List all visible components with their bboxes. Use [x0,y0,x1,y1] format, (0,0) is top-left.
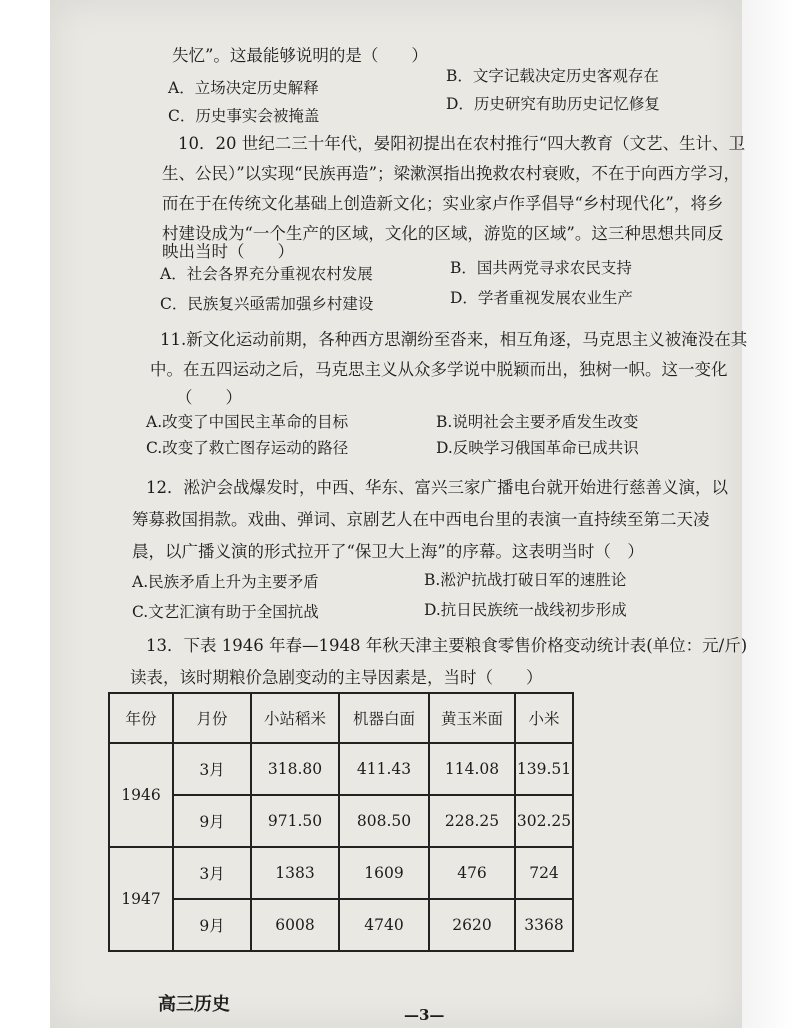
q11-option-c: C.改变了救亡图存运动的路径 [146,439,349,457]
header-millet: 小米 [515,693,573,743]
value-cell: 318.80 [251,743,339,795]
value-cell: 228.25 [429,795,515,847]
page-number: —3— [404,1006,445,1024]
question-13-line-1: 13．下表 1946 年春—1948 年秋天津主要粮食零售价格变动统计表(单位：元/斤) [146,636,748,655]
header-flour: 机器白面 [339,693,429,743]
q11-option-b: B.说明社会主要矛盾发生改变 [436,413,639,431]
value-cell: 1609 [339,847,429,899]
q12-option-d: D.抗日民族统一战线初步形成 [424,601,627,619]
value-cell: 808.50 [339,795,429,847]
value-cell: 2620 [429,899,515,951]
value-cell: 411.43 [339,743,429,795]
question-10-line-4: 村建设成为“一个生产的区域，文化的区域，游览的区域”。这三种思想共同反 [162,224,724,243]
value-cell: 476 [429,847,515,899]
q10-option-b: B．国共两党寻求农民支持 [450,259,632,277]
year-cell: 1947 [109,847,173,951]
question-11-line-2: 中。在五四运动之后，马克思主义从众多学说中脱颖而出，独树一帜。这一变化 [150,360,728,379]
question-10-line-3: 而在于在传统文化基础上创造新文化；实业家卢作孚倡导“乡村现代化”，将乡 [162,194,724,213]
table-header-row [109,693,573,743]
value-cell: 6008 [251,899,339,951]
question-11-line-3: （ ） [176,388,242,407]
q10-option-d: D．学者重视发展农业生产 [450,289,633,307]
month-cell: 9月 [173,899,251,951]
header-rice: 小站稻米 [251,693,339,743]
question-10-line-2: 生、公民）”以实现“民族再造”；梁漱溟指出挽救农村衰败，不在于向西方学习， [162,164,741,183]
question-13-line-2: 读表，该时期粮价急剧变动的主导因素是，当时（ ） [130,668,543,687]
q9-option-b: B．文字记载决定历史客观存在 [446,67,659,85]
grain-price-table [108,692,574,952]
page-margin [742,0,794,1028]
q10-option-a: A．社会各界充分重视农村发展 [160,265,373,283]
value-cell: 302.25 [515,795,573,847]
q9-option-a: A．立场决定历史解释 [168,79,319,97]
month-cell: 3月 [173,743,251,795]
value-cell: 3368 [515,899,573,951]
q9-option-c: C．历史事实会被掩盖 [168,107,320,125]
q11-option-d: D.反映学习俄国革命已成共识 [436,439,639,457]
question-12-line-3: 晨，以广播义演的形式拉开了“保卫大上海”的序幕。这表明当时（ ） [132,542,644,561]
value-cell: 1383 [251,847,339,899]
value-cell: 114.08 [429,743,515,795]
q11-option-a: A.改变了中国民主革命的目标 [146,413,349,431]
header-cornmeal: 黄玉米面 [429,693,515,743]
q12-option-a: A.民族矛盾上升为主要矛盾 [132,573,319,591]
table-row [109,899,573,951]
header-month: 月份 [173,693,251,743]
month-cell: 9月 [173,795,251,847]
q10-option-c: C．民族复兴亟需加强乡村建设 [160,295,374,313]
value-cell: 971.50 [251,795,339,847]
q12-option-b: B.淞沪抗战打破日军的速胜论 [424,571,627,589]
q9-option-d: D．历史研究有助历史记忆修复 [446,95,660,113]
value-cell: 724 [515,847,573,899]
year-cell: 1946 [109,743,173,847]
table-row [109,847,573,899]
header-year: 年份 [109,693,173,743]
question-9-tail: 失忆”。这最能够说明的是（ ） [172,46,428,65]
question-10-line-5: 映出当时（ ） [162,242,294,261]
q12-option-c: C.文艺汇演有助于全国抗战 [132,603,319,621]
table-row [109,795,573,847]
question-10-line-1: 10．20 世纪二三十年代，晏阳初提出在农村推行“四大教育（文艺、生计、卫 [178,134,746,153]
question-12-line-1: 12．淞沪会战爆发时，中西、华东、富兴三家广播电台就开始进行慈善义演，以 [146,478,728,497]
question-11-line-1: 11.新文化运动前期，各种西方思潮纷至沓来，相互角逐，马克思主义被淹没在其 [160,330,748,349]
subject-label: 高三历史 [158,994,230,1015]
month-cell: 3月 [173,847,251,899]
value-cell: 139.51 [515,743,573,795]
value-cell: 4740 [339,899,429,951]
table-row [109,743,573,795]
question-12-line-2: 筹募救国捐款。戏曲、弹词、京剧艺人在中西电台里的表演一直持续至第二天凌 [132,510,710,529]
